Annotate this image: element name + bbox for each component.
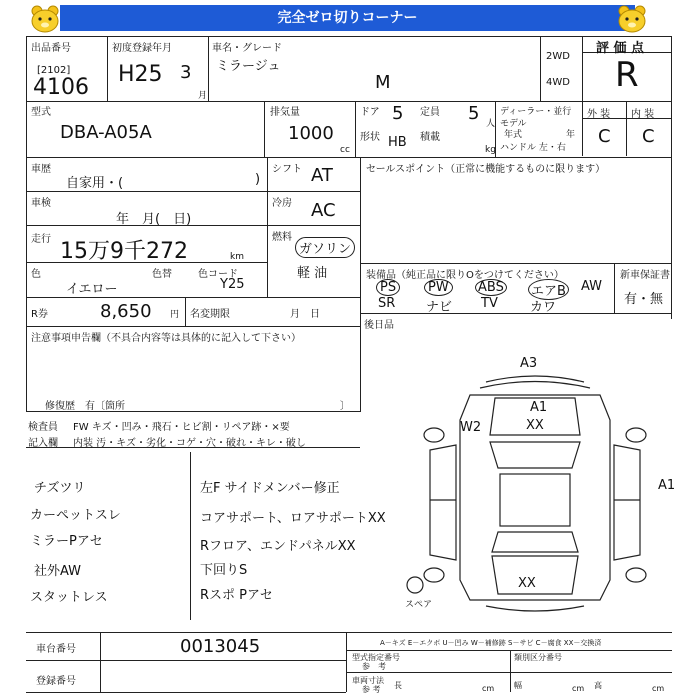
displacement: 1000 — [288, 123, 334, 144]
model-year-label: モデル — [500, 119, 527, 129]
damage-a1-side: A1 — [658, 478, 676, 493]
shift-label: シフト — [272, 164, 302, 175]
ac: AC — [311, 200, 336, 221]
equip-abs: ABS — [475, 279, 507, 296]
warranty-label: 新車保証書 — [620, 270, 670, 281]
height-cm: cm — [652, 684, 665, 693]
model-label: 型式 — [31, 107, 51, 118]
lot-number: 4106 — [33, 75, 89, 100]
doors-label: ドア — [360, 107, 380, 118]
height-dim-label: 高 — [594, 681, 602, 690]
repair-history-label: 修復歴 有〔箇所 — [45, 401, 125, 412]
fuel-diesel: 軽 油 — [297, 266, 328, 281]
type-spec-ref: 参 考 — [362, 662, 386, 671]
equip-airbag: エアB — [528, 279, 569, 300]
doors: 5 — [392, 103, 404, 124]
length-cm: cm — [482, 684, 495, 693]
inspector-row: FW キズ・凹み・飛石・ヒビ割・リペア跡・×要 — [73, 422, 290, 433]
damage-xx-trunk: XX — [518, 576, 536, 591]
interior-label: 内 装 — [631, 109, 655, 120]
fuel-label: 燃料 — [272, 232, 292, 243]
shape: HB — [388, 135, 407, 150]
history-close: ) — [255, 172, 261, 187]
inspection: 年 月( 日) — [116, 212, 192, 227]
score-label: 評 価 点 — [596, 41, 645, 56]
history: 自家用・( — [66, 176, 124, 191]
inspection-label: 車検 — [31, 198, 51, 209]
handle-label: ハンドル 左・右 — [500, 143, 566, 153]
fuel-gasoline: ガソリン — [295, 237, 355, 258]
registration-label: 登録番号 — [36, 676, 76, 687]
ac-label: 冷房 — [272, 198, 292, 209]
repair-history-close: 〕 — [340, 401, 350, 412]
car-name-label: 車名・グレード — [212, 43, 282, 54]
length-label: 車両寸法 — [352, 676, 384, 685]
km-unit: km — [230, 252, 244, 262]
loading-label: 積載 — [420, 132, 440, 143]
length-dim-label: 長 — [394, 681, 402, 690]
equipment-label: 装備品（純正品に限りOをつけてください） — [366, 270, 564, 281]
color-label: 色 — [31, 269, 41, 280]
entry-row: 内装 汚・キズ・劣化・コゲ・穴・破れ・キレ・破し — [73, 438, 306, 449]
exterior-score: C — [598, 126, 611, 147]
recycle-label: R券 — [31, 309, 48, 320]
capacity-label: 定員 — [420, 107, 440, 118]
width-cm: cm — [572, 684, 585, 693]
damage-w2: W2 — [460, 420, 482, 435]
car-name: ミラージュ — [216, 59, 281, 74]
width-dim-label: 幅 — [514, 681, 522, 690]
bear-mascot-right-icon — [615, 4, 649, 34]
note-left-5: スタットレス — [30, 590, 108, 605]
recycle-fee: 8,650 — [100, 301, 152, 322]
note-left-3: ミラーPアセ — [30, 534, 103, 549]
color-code-label: 色コード — [198, 269, 238, 280]
color-swap-label: 色替 — [152, 269, 172, 280]
color: イエロー — [66, 282, 118, 297]
first-registration-month: 3 — [180, 62, 192, 83]
entry-label: 記入欄 — [28, 438, 58, 449]
interior-score: C — [642, 126, 655, 147]
length-ref: 参 考 — [362, 685, 381, 694]
equip-aw: AW — [581, 279, 603, 294]
lot-sub-code: [2102] — [37, 65, 71, 76]
kg-unit: kg — [485, 145, 496, 155]
capacity-unit: 人 — [486, 119, 496, 129]
equip-sr: SR — [378, 296, 396, 311]
year-label: 年式 — [504, 130, 523, 140]
equip-pw: PW — [424, 279, 453, 296]
first-registration-year: H25 — [118, 62, 163, 87]
name-change-deadline: 月 日 — [290, 309, 320, 320]
mileage: 15万9千272 — [60, 239, 188, 264]
model-code: DBA-A05A — [60, 122, 152, 143]
sales-point-label: セールスポイント（正常に機能するものに限ります） — [366, 164, 606, 175]
drive-2wd: 2WD — [546, 51, 570, 62]
bear-mascot-left-icon — [28, 4, 62, 34]
first-registration-label: 初度登録年月 — [112, 43, 172, 54]
damage-a1-hood: A1 — [530, 400, 548, 415]
note-right-1: 左F サイドメンバー修正 — [200, 481, 340, 496]
name-change-label: 名変期限 — [190, 309, 230, 320]
color-code: Y25 — [220, 277, 245, 292]
class-label: 類別区分番号 — [514, 653, 562, 662]
dealer-label: ディーラー・並行 — [500, 107, 572, 117]
lot-number-label: 出品番号 — [31, 43, 71, 54]
displacement-label: 排気量 — [270, 107, 300, 118]
equip-ps: PS — [376, 279, 400, 296]
note-right-5: Rスポ Pアセ — [200, 588, 273, 603]
notes-header: 注意事項申告欄（不具合内容等は具体的に記入して下さい） — [31, 333, 301, 344]
grade: M — [375, 72, 391, 93]
equip-navi: ナビ — [426, 300, 453, 315]
month-unit: 月 — [198, 91, 208, 101]
damage-legend: A－キズ E－エクボ U－凹み W－補修跡 S－サビ C－腐食 XX－交換済 — [380, 639, 602, 647]
overall-score: R — [615, 55, 639, 95]
damage-xx-hood: XX — [526, 418, 544, 433]
exterior-label: 外 装 — [587, 109, 611, 120]
note-right-3: Rフロア、エンドパネルXX — [200, 539, 356, 554]
corner-banner-title: 完全ゼロ切りコーナー — [60, 5, 635, 31]
shift: AT — [311, 165, 333, 186]
type-spec-label: 型式指定番号 — [352, 653, 400, 662]
cc-unit: cc — [340, 145, 350, 155]
chassis-label: 車台番号 — [36, 644, 76, 655]
note-left-1: チズツリ — [34, 481, 86, 496]
chassis-number: 0013045 — [180, 636, 261, 657]
shape-label: 形状 — [360, 132, 380, 143]
equip-leather: カワ — [530, 300, 557, 315]
yen-unit: 円 — [170, 310, 180, 320]
note-left-4: 社外AW — [34, 564, 82, 579]
note-right-4: 下回りS — [200, 563, 248, 578]
spare-label: スペア — [405, 600, 433, 610]
equip-tv: TV — [481, 296, 498, 311]
year-unit: 年 — [566, 130, 576, 140]
damage-a3: A3 — [520, 356, 538, 371]
drive-4wd: 4WD — [546, 77, 570, 88]
capacity: 5 — [468, 103, 480, 124]
note-right-2: コアサポート、ロアサポートXX — [200, 511, 386, 526]
history-label: 車歴 — [31, 164, 51, 175]
note-left-2: カーペットスレ — [30, 508, 121, 523]
warranty: 有・無 — [624, 292, 664, 307]
afterwards-label: 後日品 — [364, 320, 394, 331]
inspector-label: 検査員 — [28, 422, 58, 433]
mileage-label: 走行 — [31, 234, 51, 245]
